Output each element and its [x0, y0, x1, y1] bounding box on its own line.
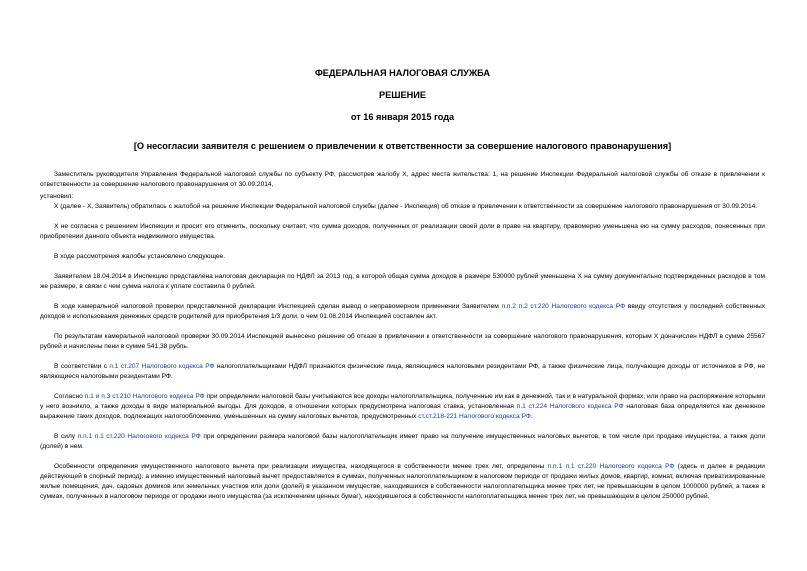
paragraph-disagreement: Х не согласна с решением Инспекции и просит его отменить, поскольку считает, что сумма доходов, полученных от реализации своей доли в праве на квартиру, правомерно уменьшена ею на сумму расходов, понесенных при приобретении данного объекта недвижимого имущества.: [40, 223, 765, 240]
organization-name: ФЕДЕРАЛЬНАЯ НАЛОГОВАЯ СЛУЖБА: [314, 68, 491, 78]
law-link[interactable]: п.1 ст.207 Налогового кодекса РФ: [109, 363, 215, 370]
text: В соответствии с: [54, 363, 110, 370]
law-link[interactable]: ст.ст.218-221 Налогового кодекса РФ: [418, 413, 531, 420]
paragraph-audit: [40, 302, 765, 322]
document-subject: [О несогласии заявителя с решением о привлечении к ответственности за совершение налогового правонарушения]: [133, 141, 672, 151]
text: налоговая база определяется как денежное выражение таких доходов, подлежащих налогообложению, уменьшенных на сумму налоговых вычетов, предусмотренных: [40, 403, 765, 420]
text: В силу: [54, 433, 78, 440]
law-link[interactable]: п.п.2 п.2 ст.220 Налогового кодекса РФ: [501, 303, 626, 310]
paragraph-findings: В ходе рассмотрения жалобы установлено следующее.: [54, 253, 226, 260]
text: при определении налоговой базы учитываются все доходы налогоплательщика, полученные им как в денежной, так и в натуральной формах, или право на распоряжение которыми у него возникло, а также доходы в виде материальной выгоды. Для доходов, в отношении которых предусмотрена налоговая ставка, установленная: [40, 393, 765, 410]
paragraph-tax-base: [40, 392, 765, 422]
law-link[interactable]: п.1 ст.224 Налогового кодекса РФ: [516, 403, 624, 410]
text: .: [530, 413, 533, 420]
text: налогоплательщиками НДФЛ признаются физические лица, являющиеся налоговыми резидентами РФ, а также физические лица, получающие доходы от источников в РФ, не являющиеся налоговыми резидентами РФ.: [40, 363, 765, 380]
document-body: [40, 152, 765, 502]
paragraph-intro: Заместитель руководителя Управления Федеральной налоговой службы по субъекту РФ, рассмотрев жалобу Х, адрес места жительства: 1, на решение Инспекции Федеральной налоговой службы об отказе в привлечении к ответственности за совершение налогового правонарушения от 30.09.2014,: [40, 171, 765, 188]
paragraph-deduction-rules: [40, 462, 765, 502]
paragraph-deductions: [40, 432, 765, 452]
document-type: РЕШЕНИЕ: [379, 90, 426, 100]
document-date: от 16 января 2015 года: [350, 112, 455, 122]
paragraph-taxpayers: [40, 362, 765, 382]
text: Согласно: [54, 393, 85, 400]
text: В ходе камеральной налоговой проверки представленной декларации Инспекцией сделан вывод о неправомерном применении Заявителем: [54, 303, 502, 310]
text: Особенности определения имущественного налогового вычета при реализации имущества, находящегося в собственности менее трех лет, определены: [54, 463, 548, 470]
law-link[interactable]: п.п.1 п.1 ст.220 Налогового кодекса РФ: [77, 433, 201, 440]
text: ввиду отсутствия у последней собственных доходов и использования денежных средств родителей для приобретения 1/3 доли, о чем 01.08.2014 Инспекцией составлен акт.: [40, 303, 765, 320]
paragraph-complaint: Х (далее - Х, Заявитель) обратилась с жалобой на решение Инспекции Федеральной налоговой службы (далее - Инспекция) об отказе в привлечении к ответственности за совершение налогового правонарушения от 30.09.2014.: [54, 203, 758, 210]
law-link[interactable]: п.п.1 п.1 ст.220 Налогового кодекса РФ: [547, 463, 675, 470]
paragraph-decision: По результатам камеральной налоговой проверки 30.09.2014 Инспекцией вынесено решение об отказе в привлечении к ответственности за совершение налогового правонарушения, которым Х доначислен НДФЛ в сумме 25567 рублей и начислены пени в сумме 541,38 рубль.: [40, 333, 765, 350]
paragraph-declaration: Заявителем 18.04.2014 в Инспекцию представлена налоговая декларация по НДФЛ за 2013 год, в которой общая сумма доходов в размере 530000 рублей уменьшена Х на сумму документально подтвержденных расходов в том же размере, в связи с чем сумма налога к уплате составила 0 рублей.: [40, 273, 765, 290]
established-label: установил:: [40, 193, 74, 200]
text: (здесь и далее в редакции действующей в спорный период), а именно имущественный налоговый вычет предоставляется в суммах, полученных налогоплательщиком в налоговом периоде от продажи жилых домов, квартир, комнат, включая приватизированные жилые помещения, дач, садовых домиков или земельных участков или доли (долей) в указанном имуществе, находившихся в собственности налогоплательщика менее трех лет, не превышающем в целом 1000000 рублей, а также в суммах, полученных в налоговом периоде от продажи иного имущества (за исключением ценных бумаг), находившегося в собственности налогоплательщика менее трех лет, не превышающем в целом 250000 рублей.: [40, 463, 765, 500]
text: при определении размера налоговой базы налогоплательщик имеет право на получение имущественных налоговых вычетов, в том числе при продаже имущества, а также доли (долей) в нем.: [40, 433, 766, 450]
law-link[interactable]: п.1 и п.3 ст.210 Налогового кодекса РФ: [84, 393, 205, 400]
